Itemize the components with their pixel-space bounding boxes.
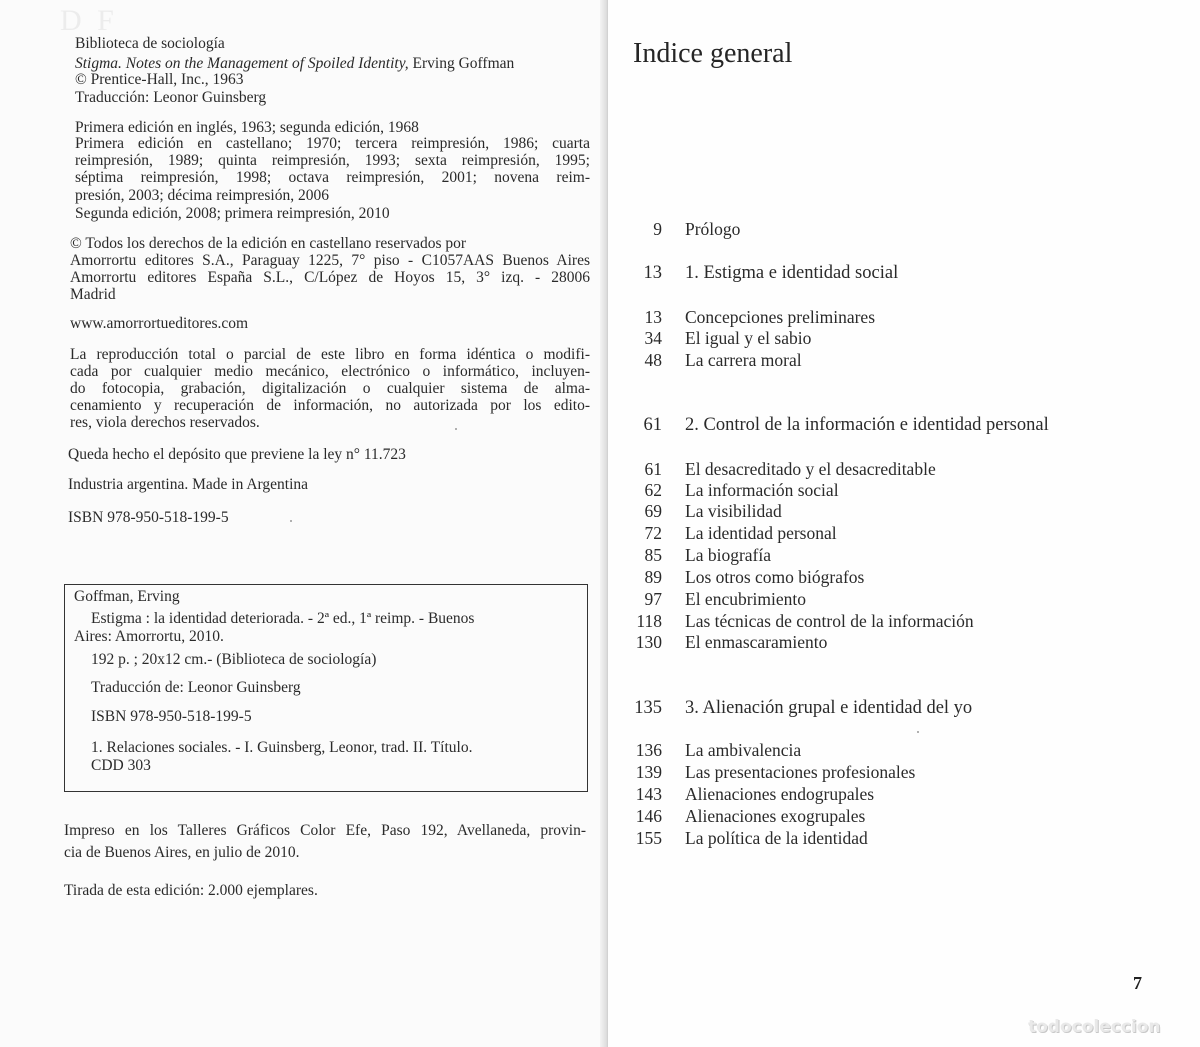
toc-entry-label: Concepciones preliminares <box>685 307 876 327</box>
toc-entry-label: 1. Estigma e identidad social <box>685 263 899 283</box>
catalog-translation: Traducción de: Leonor Guinsberg <box>91 679 301 696</box>
toc-chapter-row <box>608 262 1200 284</box>
speck <box>290 520 292 522</box>
toc-page-number: 48 <box>644 350 662 370</box>
series-name: Biblioteca de sociología <box>75 35 225 52</box>
reproduction-notice-line: res, viola derechos reservados. <box>70 414 260 431</box>
toc-title: Indice general <box>633 38 793 69</box>
edition-line: Segunda edición, 2008; primera reimpresión, 2010 <box>75 205 390 222</box>
toc-entry-label: La ambivalencia <box>685 740 802 760</box>
toc-page-number: 13 <box>643 263 662 283</box>
toc-entry-row <box>608 306 1200 328</box>
toc-entry-label: La política de la identidad <box>685 828 868 848</box>
toc-page-number: 143 <box>635 784 662 804</box>
toc-entry-label: El igual y el sabio <box>685 328 812 348</box>
catalog-subjects: 1. Relaciones sociales. - I. Guinsberg, Leonor, trad. II. Título. <box>91 739 473 756</box>
toc-page-number: 139 <box>635 762 662 782</box>
toc-page-number: 130 <box>635 632 662 652</box>
toc-entry-label: La visibilidad <box>685 501 782 521</box>
toc-page-number: 34 <box>644 328 662 348</box>
toc-entry-row <box>608 761 1200 783</box>
toc-entry-label: Prólogo <box>685 219 741 239</box>
toc-entry-row <box>608 522 1200 544</box>
toc-entry-row <box>608 218 1200 240</box>
catalog-title: Aires: Amorrortu, 2010. <box>74 628 224 645</box>
toc-entry-label: Las presentaciones profesionales <box>685 762 916 782</box>
speck <box>455 428 457 430</box>
toc-entry-row <box>608 544 1200 566</box>
toc-entry-row <box>608 479 1200 501</box>
toc-entry-label: El desacreditado y el desacreditable <box>685 459 936 479</box>
edition-line: Primera edición en castellano; 1970; tercera reimpresión, 1986; cuarta <box>75 135 590 152</box>
reproduction-notice-line: do fotocopia, grabación, digitalización o cualquier sistema de alma- <box>70 380 590 397</box>
industry-statement: Industria argentina. Made in Argentina <box>68 476 309 493</box>
toc-entry-label: La biografía <box>685 545 771 565</box>
toc-page-number: 61 <box>643 415 662 435</box>
bleed-through-artifact: D F <box>60 4 118 37</box>
toc-entry-label: 3. Alienación grupal e identidad del yo <box>685 698 973 718</box>
toc-entry-row <box>608 458 1200 480</box>
rights-line: © Todos los derechos de la edición en castellano reservados por <box>70 235 467 252</box>
reproduction-notice-line: cada por cualquier medio mecánico, electrónico o informático, incluyen- <box>70 363 590 380</box>
copyright-original: © Prentice-Hall, Inc., 1963 <box>75 71 244 88</box>
isbn: ISBN 978-950-518-199-5 <box>68 509 229 526</box>
toc-page-number: 13 <box>644 307 662 327</box>
toc-entry-label: El encubrimiento <box>685 589 807 609</box>
toc-entry-label: La información social <box>685 480 839 500</box>
edition-line: séptima reimpresión, 1998; octava reimpresión, 2001; novena reim- <box>75 169 590 186</box>
toc-entry-row <box>608 805 1200 827</box>
catalog-cdd: CDD 303 <box>91 757 151 774</box>
reproduction-notice-line: La reproducción total o parcial de este libro en forma idéntica o modifi- <box>70 346 590 363</box>
publisher-website: www.amorrortueditores.com <box>70 315 249 332</box>
toc-page-number: 89 <box>644 567 662 587</box>
toc-entry-row <box>608 566 1200 588</box>
page-number: 7 <box>1133 973 1142 993</box>
edition-line: presión, 2003; décima reimpresión, 2006 <box>75 187 329 204</box>
toc-entry-row <box>608 610 1200 632</box>
toc-entry-row <box>608 783 1200 805</box>
toc-page-number: 97 <box>644 589 662 609</box>
toc-chapter-row <box>608 697 1200 719</box>
toc-entry-row <box>608 327 1200 349</box>
toc-page-number: 136 <box>635 740 662 760</box>
speck <box>917 731 919 733</box>
original-title: Stigma. Notes on the Management of Spoiled Identity, <box>75 55 409 72</box>
legal-deposit: Queda hecho el depósito que previene la ley n° 11.723 <box>68 446 406 463</box>
catalog-title: Estigma : la identidad deteriorada. - 2ª ed., 1ª reimp. - Buenos <box>91 610 475 627</box>
toc-page-number: 72 <box>644 523 662 543</box>
edition-line: reimpresión, 1989; quinta reimpresión, 1993; sexta reimpresión, 1995; <box>75 152 590 169</box>
toc-page-number: 118 <box>636 611 662 631</box>
toc-page-number: 61 <box>644 459 662 479</box>
edition-line: Primera edición en inglés, 1963; segunda edición, 1968 <box>75 119 419 136</box>
toc-page-number: 69 <box>644 501 662 521</box>
toc-page-number: 146 <box>635 806 662 826</box>
toc-entry-row <box>608 349 1200 371</box>
catalog-author: Goffman, Erving <box>74 588 180 605</box>
toc-entry-row <box>608 500 1200 522</box>
toc-page-number: 135 <box>634 698 662 718</box>
toc-entry-label: Alienaciones endogrupales <box>685 784 875 804</box>
rights-line: Amorrortu editores S.A., Paraguay 1225, 7° piso - C1057AAS Buenos Aires <box>70 252 590 269</box>
toc-entry-label: Los otros como biógrafos <box>685 567 865 587</box>
toc-entry-row <box>608 631 1200 653</box>
toc-page-number: 85 <box>644 545 662 565</box>
catalog-isbn: ISBN 978-950-518-199-5 <box>91 708 252 725</box>
toc-entry-row <box>608 827 1200 849</box>
toc-entry-label: La identidad personal <box>685 523 837 543</box>
toc-entry-label: Alienaciones exogrupales <box>685 806 866 826</box>
toc-entry-row <box>608 739 1200 761</box>
watermark: todocoleccion <box>1028 1017 1161 1037</box>
toc-entry-label: El enmascaramiento <box>685 632 828 652</box>
rights-line: Amorrortu editores España S.L., C/López de Hoyos 15, 3° izq. - 28006 <box>70 269 590 286</box>
toc-page-number: 155 <box>635 828 662 848</box>
original-author: Erving Goffman <box>408 55 515 72</box>
translation-credit: Traducción: Leonor Guinsberg <box>75 89 267 106</box>
printer-line: cia de Buenos Aires, en julio de 2010. <box>64 844 300 861</box>
toc-entry-label: Las técnicas de control de la información <box>685 611 974 631</box>
toc-chapter-row <box>608 414 1200 436</box>
rights-line: Madrid <box>70 286 116 303</box>
toc-page-number: 62 <box>644 480 662 500</box>
toc-entry-label: La carrera moral <box>685 350 802 370</box>
reproduction-notice-line: cenamiento y recuperación de información, no autorizada por los edito- <box>70 397 590 414</box>
printer-line: Impreso en los Talleres Gráficos Color Efe, Paso 192, Avellaneda, provin- <box>64 822 586 839</box>
print-run: Tirada de esta edición: 2.000 ejemplares. <box>64 882 318 899</box>
catalog-physical: 192 p. ; 20x12 cm.- (Biblioteca de sociología) <box>91 651 377 668</box>
toc-page-number: 9 <box>653 219 662 239</box>
toc-entry-label: 2. Control de la información e identidad personal <box>685 415 1049 435</box>
toc-entry-row <box>608 588 1200 610</box>
